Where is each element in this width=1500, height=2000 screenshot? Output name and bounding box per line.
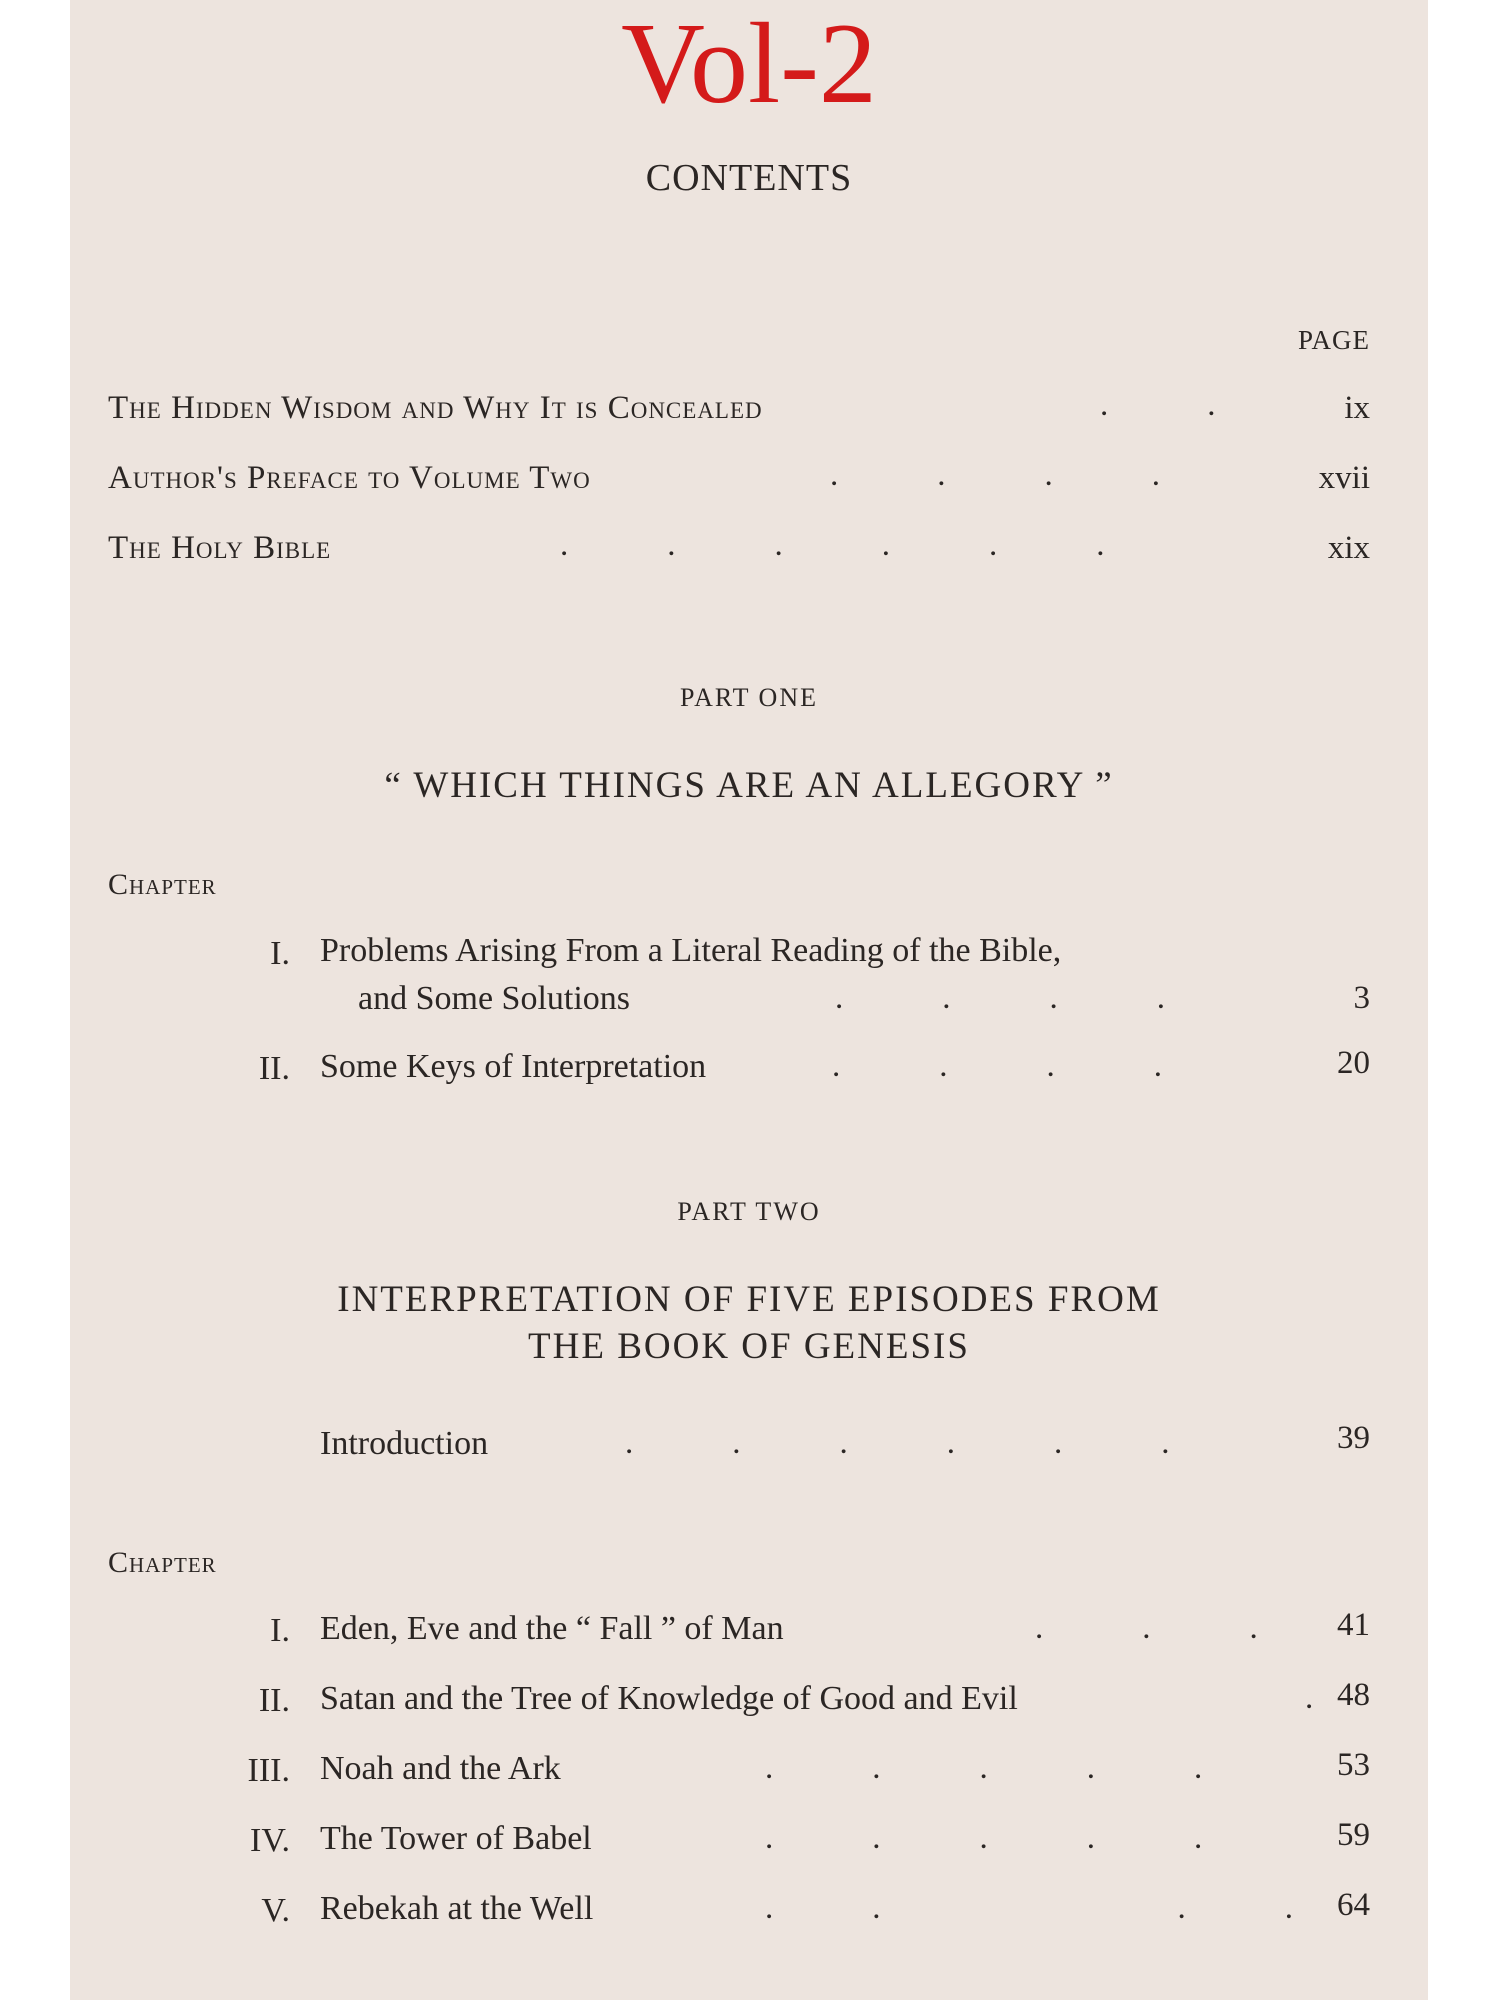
leader-dots: . . . . <box>830 457 1160 493</box>
toc-page-number: ix <box>1344 390 1370 426</box>
leader-dots: . . . . <box>765 1890 1293 1926</box>
toc-entry-noah[interactable]: Noah and the Ark <box>320 1750 561 1787</box>
leader-dots: . . . . . <box>765 1750 1203 1786</box>
toc-entry-tower-babel[interactable]: The Tower of Babel <box>320 1820 592 1857</box>
toc-entry-satan[interactable]: Satan and the Tree of Knowledge of Good and Evil <box>320 1680 1018 1717</box>
toc-entry-eden[interactable]: Eden, Eve and the “ Fall ” of Man <box>320 1610 784 1647</box>
leader-dots: . . . . . . <box>560 527 1105 563</box>
toc-page-number: xix <box>1327 530 1370 566</box>
toc-page-number: 20 <box>1337 1045 1370 1081</box>
chapter-number: II. <box>258 1050 290 1087</box>
chapter-number: V. <box>261 1892 290 1929</box>
part-two-heading-line1: INTERPRETATION OF FIVE EPISODES FROM <box>337 1279 1161 1320</box>
part-two-heading-line2: THE BOOK OF GENESIS <box>528 1326 970 1367</box>
toc-entry-literal-reading-cont[interactable]: and Some Solutions <box>358 980 631 1017</box>
toc-entry-literal-reading[interactable]: Problems Arising From a Literal Reading of the Bible, <box>320 932 1062 969</box>
contents-heading: CONTENTS <box>645 157 853 199</box>
chapter-number: I. <box>270 935 290 972</box>
book-page <box>70 0 1428 2000</box>
toc-entry-rebekah[interactable]: Rebekah at the Well <box>320 1890 594 1927</box>
chapter-label: Chapter <box>108 1546 217 1579</box>
leader-dots: . . . . . . <box>625 1425 1170 1461</box>
part-two-label: PART TWO <box>677 1197 821 1226</box>
leader-dots: . . . . <box>835 980 1165 1016</box>
toc-page-number: 3 <box>1353 980 1370 1016</box>
leader-dots: . . . . . <box>765 1820 1203 1856</box>
page-column-label: PAGE <box>1297 325 1370 355</box>
part-one-label: PART ONE <box>680 683 818 712</box>
chapter-label: Chapter <box>108 868 217 901</box>
chapter-number: I. <box>270 1612 290 1649</box>
chapter-number: IV. <box>250 1822 290 1859</box>
leader-dots: . . . <box>1035 1610 1258 1646</box>
toc-entry-keys-interpretation[interactable]: Some Keys of Interpretation <box>320 1048 707 1085</box>
toc-page-number: 59 <box>1337 1817 1370 1853</box>
toc-entry-authors-preface[interactable]: Author's Preface to Volume Two <box>108 460 591 496</box>
toc-entry-hidden-wisdom[interactable]: The Hidden Wisdom and Why It is Concealed <box>108 390 763 426</box>
toc-entry-holy-bible[interactable]: The Holy Bible <box>108 530 332 566</box>
toc-page-number: 39 <box>1337 1420 1370 1456</box>
toc-page-number: 41 <box>1337 1607 1370 1643</box>
toc-page-number: 53 <box>1337 1747 1370 1783</box>
leader-dots: . . <box>1100 387 1216 423</box>
chapter-number: III. <box>247 1752 290 1789</box>
part-one-heading: “ WHICH THINGS ARE AN ALLEGORY ” <box>384 765 1114 806</box>
leader-dots: . <box>1305 1680 1314 1716</box>
leader-dots: . . . . <box>832 1048 1162 1084</box>
volume-label: Vol-2 <box>621 0 877 128</box>
chapter-number: II. <box>258 1682 290 1719</box>
toc-page-number: 48 <box>1337 1677 1370 1713</box>
toc-page-number: xvii <box>1318 460 1370 496</box>
toc-entry-introduction[interactable]: Introduction <box>320 1425 489 1462</box>
toc-page-number: 64 <box>1337 1887 1370 1923</box>
